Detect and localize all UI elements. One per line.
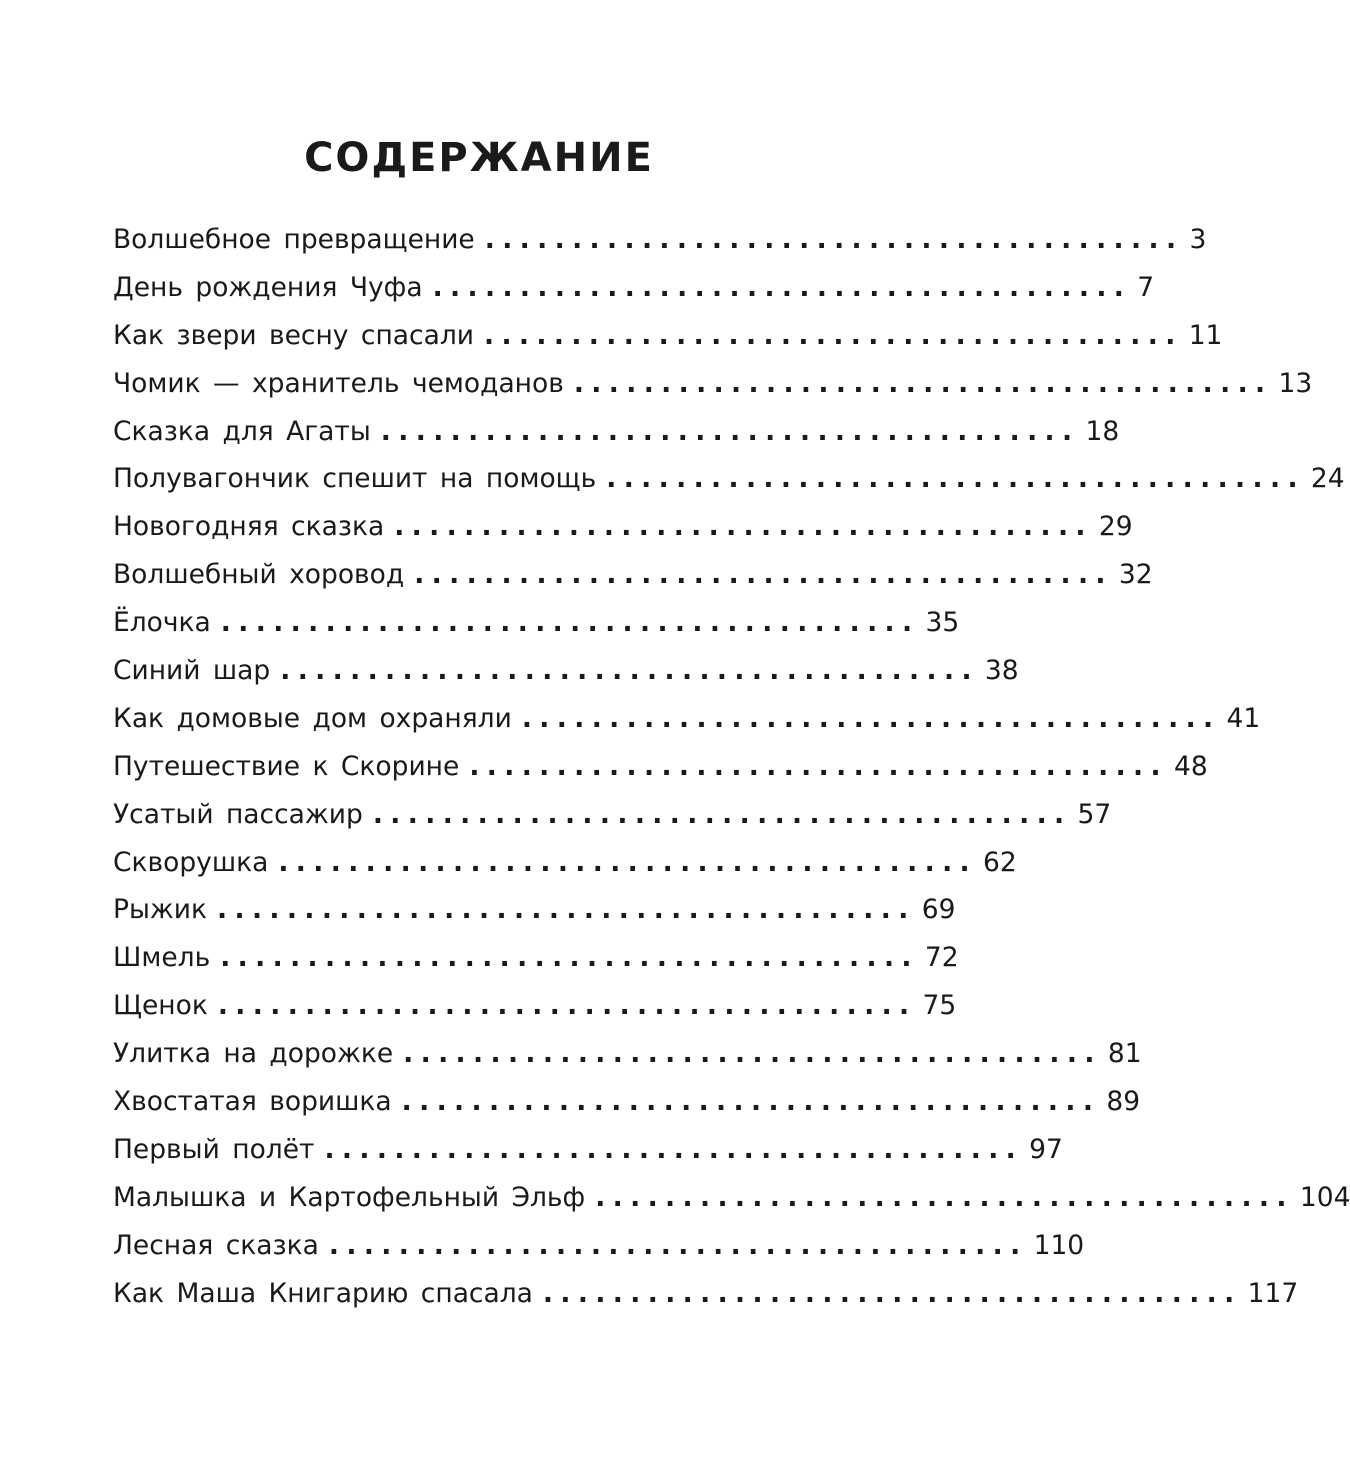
toc-entry-page-number: 11 xyxy=(1188,319,1223,351)
toc-entry-page-number: 7 xyxy=(1137,271,1155,303)
toc-entry-title: Синий шар xyxy=(113,655,271,687)
toc-entry-title: Чомик — хранитель чемоданов xyxy=(113,367,564,399)
toc-entry-title: Как Маша Книгарию спасала xyxy=(113,1277,533,1309)
toc-entry xyxy=(113,1030,1142,1078)
toc-entry-page-number: 81 xyxy=(1107,1038,1142,1070)
dot-leader: ........................................ xyxy=(484,224,1184,255)
toc-entry xyxy=(113,551,1153,599)
toc-entry-page-number: 3 xyxy=(1189,224,1207,255)
dot-leader: ........................................ xyxy=(606,463,1305,495)
toc-entry xyxy=(113,934,959,982)
toc-entry xyxy=(113,599,960,647)
toc-entry xyxy=(113,886,956,934)
toc-entry xyxy=(113,695,1261,743)
dot-leader: ........................................ xyxy=(394,511,1093,543)
table-of-contents xyxy=(113,216,1350,1317)
dot-leader: ........................................ xyxy=(380,415,1080,447)
toc-entry-page-number: 104 xyxy=(1299,1181,1350,1213)
toc-entry-title: Лесная сказка xyxy=(113,1229,319,1261)
dot-leader: ........................................ xyxy=(278,846,978,878)
toc-entry-title: Как звери весну спасали xyxy=(113,319,474,351)
toc-entry-page-number: 18 xyxy=(1085,415,1120,447)
dot-leader: ........................................ xyxy=(484,319,1183,351)
dot-leader: ........................................ xyxy=(372,798,1072,830)
toc-entry xyxy=(113,839,1017,887)
toc-entry-title: Новогодняя сказка xyxy=(113,511,385,543)
toc-entry-title: Как домовые дом охраняли xyxy=(113,702,512,734)
toc-entry xyxy=(113,982,957,1030)
toc-entry xyxy=(113,503,1133,551)
dot-leader: ........................................ xyxy=(220,607,920,639)
toc-entry-title: Полувагончик спешит на помощь xyxy=(113,463,597,495)
page-title: СОДЕРЖАНИЕ xyxy=(304,135,654,181)
toc-entry-page-number: 117 xyxy=(1247,1277,1299,1309)
toc-entry-page-number: 97 xyxy=(1029,1133,1063,1165)
toc-entry-title: Щенок xyxy=(113,990,208,1022)
toc-entry-title: Сказка для Агаты xyxy=(113,415,371,447)
dot-leader: ........................................ xyxy=(220,942,919,974)
toc-entry-page-number: 41 xyxy=(1226,702,1261,734)
toc-entry-title: День рождения Чуфа xyxy=(113,271,423,303)
toc-entry-title: Усатый пассажир xyxy=(113,798,363,830)
toc-entry xyxy=(113,647,1019,695)
toc-entry-title: Шмель xyxy=(113,942,211,974)
toc-entry-title: Путешествие к Скорине xyxy=(113,750,460,782)
toc-entry xyxy=(113,1270,1299,1318)
dot-leader: ........................................ xyxy=(595,1181,1294,1213)
toc-entry xyxy=(113,791,1112,839)
toc-entry xyxy=(113,1222,1085,1270)
dot-leader: ........................................ xyxy=(324,1133,1024,1165)
toc-entry-page-number: 57 xyxy=(1077,798,1112,830)
toc-entry xyxy=(113,743,1208,791)
toc-entry-page-number: 35 xyxy=(925,607,960,639)
toc-entry xyxy=(113,216,1207,264)
toc-entry xyxy=(113,1078,1141,1126)
dot-leader: ........................................ xyxy=(573,367,1273,399)
dot-leader: ........................................ xyxy=(521,702,1221,734)
toc-entry-page-number: 110 xyxy=(1033,1229,1085,1261)
dot-leader: ........................................ xyxy=(469,750,1168,782)
dot-leader: ........................................ xyxy=(280,655,979,687)
toc-entry xyxy=(113,1174,1350,1222)
dot-leader: ........................................ xyxy=(401,1086,1101,1118)
toc-entry xyxy=(113,360,1313,408)
toc-entry-page-number: 62 xyxy=(983,846,1017,878)
toc-entry xyxy=(113,455,1345,503)
toc-entry-page-number: 32 xyxy=(1118,559,1153,591)
toc-entry-title: Улитка на дорожке xyxy=(113,1038,394,1070)
toc-entry-page-number: 29 xyxy=(1098,511,1133,543)
toc-entry-title: Ёлочка xyxy=(113,607,211,639)
dot-leader: ........................................ xyxy=(328,1229,1028,1261)
toc-entry-page-number: 72 xyxy=(924,942,959,974)
toc-entry-page-number: 75 xyxy=(922,990,957,1022)
toc-entry-title: Волшебный хоровод xyxy=(113,559,405,591)
toc-entry-title: Волшебное превращение xyxy=(113,224,475,255)
toc-entry-page-number: 48 xyxy=(1174,750,1208,782)
toc-entry-title: Хвостатая воришка xyxy=(113,1086,392,1118)
toc-entry-page-number: 38 xyxy=(984,655,1019,687)
toc-entry xyxy=(113,264,1155,312)
dot-leader: ........................................ xyxy=(217,990,917,1022)
toc-entry-title: Скворушка xyxy=(113,846,269,878)
toc-entry-page-number: 69 xyxy=(921,894,956,926)
dot-leader: ........................................ xyxy=(217,894,916,926)
dot-leader: ........................................ xyxy=(403,1038,1102,1070)
toc-entry-page-number: 24 xyxy=(1310,463,1345,495)
toc-entry xyxy=(113,312,1223,360)
toc-entry-page-number: 13 xyxy=(1278,367,1313,399)
toc-entry-title: Первый полёт xyxy=(113,1133,315,1165)
toc-entry-title: Малышка и Картофельный Эльф xyxy=(113,1181,586,1213)
dot-leader: ........................................ xyxy=(414,559,1113,591)
toc-entry xyxy=(113,408,1120,456)
dot-leader: ........................................ xyxy=(432,271,1132,303)
toc-entry-title: Рыжик xyxy=(113,894,208,926)
dot-leader: ........................................ xyxy=(542,1277,1242,1309)
toc-entry-page-number: 89 xyxy=(1106,1086,1141,1118)
toc-entry xyxy=(113,1126,1063,1174)
